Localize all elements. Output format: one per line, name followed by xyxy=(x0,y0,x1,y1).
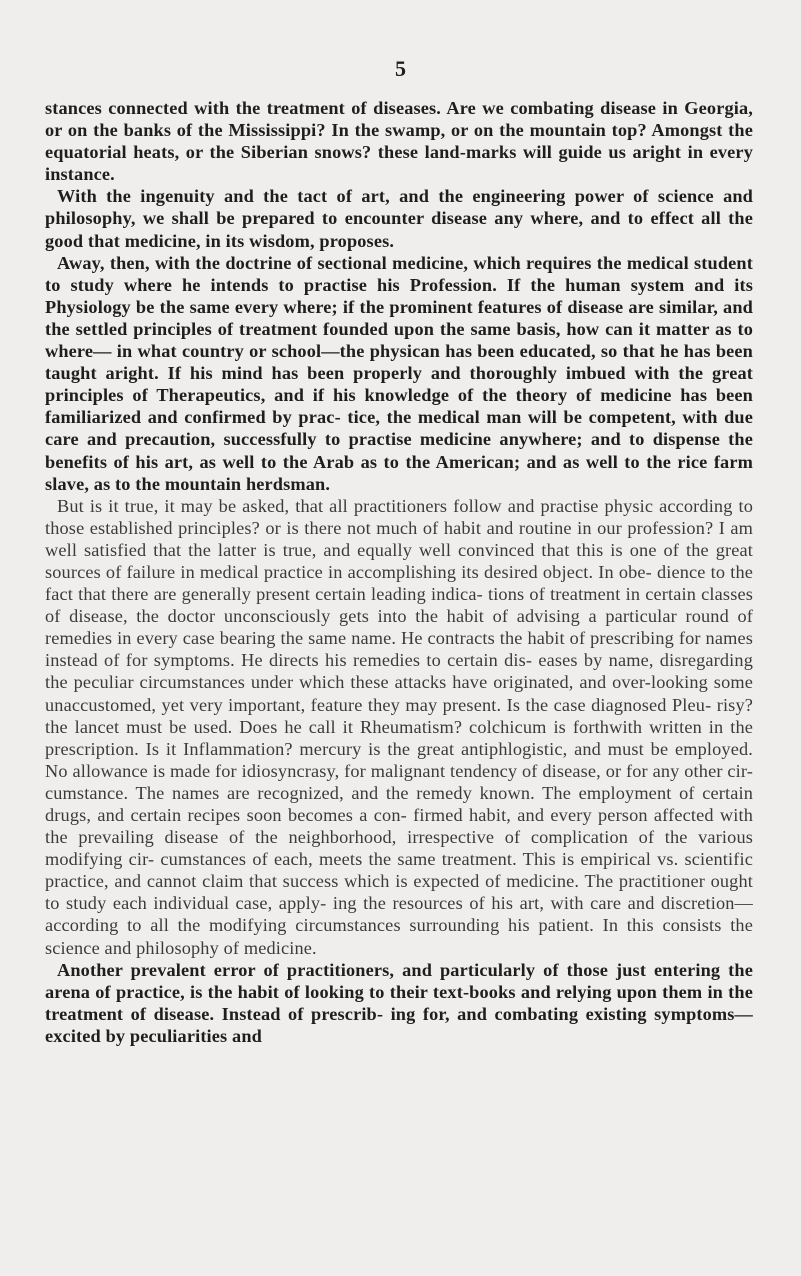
paragraph-2: With the ingenuity and the tact of art, and the engineering power of science and philosophy, we shall be prepared to encounter disease any where, and to effect all the good that medicine, in its wisdom, proposes. xyxy=(45,186,753,251)
paragraph-1: stances connected with the treatment of diseases. Are we combating disease in Georgia, or on the banks of the Mississippi? In the swamp, or on the mountain top? Amongst the equatorial heats, or the Siberian snows? these land-marks will guide us aright in every instance. xyxy=(45,98,753,185)
paragraph-5: Another prevalent error of practitioners, and particularly of those just entering the arena of practice, is the habit of looking to their text-books and relying upon them in the treatment of disease. Instead of prescrib- ing for, and combating existing symptoms—excited by peculiarities and xyxy=(45,959,753,1046)
body-text xyxy=(45,97,753,1047)
page-number: 5 xyxy=(395,56,406,81)
paragraph-3: Away, then, with the doctrine of sectional medicine, which requires the medical student to study where he intends to practise his Profession. If the human system and its Physiology be the same every where; if the prominent features of disease are similar, and the settled principles of treatment founded upon the same basis, how can it matter as to where— in what country or school—the physican has been educated, so that he has been taught aright. If his mind has been properly and thoroughly imbued with the great principles of Therapeutics, and if his knowledge of the theory of medicine has been familiarized and confirmed by prac- tice, the medical man will be competent, with due care and precaution, successfully to practise medicine anywhere; and to dispense the benefits of his art, as well to the Arab as to the American; and as well to the rice farm slave, as to the mountain herdsman. xyxy=(45,252,753,494)
paragraph-4: But is it true, it may be asked, that all practitioners follow and practise physic according to those established principles? or is there not much of habit and routine in our profession? I am well satisfied that the latter is true, and equally well convinced that this is one of the great sources of failure in medical practice in accomplishing its desired object. In obe- dience to the fact that there are generally present certain leading indica- tions of treatment in certain classes of disease, the doctor unconsciously gets into the habit of advising a particular round of remedies in every case bearing the same name. He contracts the habit of prescribing for names instead of for symptoms. He directs his remedies to certain dis- eases by name, disregarding the peculiar circumstances under which these attacks have originated, and over-looking some unaccustomed, yet very important, feature they may present. Is the case diagnosed Pleu- risy? the lancet must be used. Does he call it Rheumatism? colchicum is forthwith written in the prescription. Is it Inflammation? mercury is the great antiphlogistic, and must be employed. No allowance is made for idiosyncrasy, for malignant tendency of disease, or for any other cir- cumstance. The names are recognized, and the remedy known. The employment of certain drugs, and certain recipes soon becomes a con- firmed habit, and every person affected with the prevailing disease of the neighborhood, irrespective of complication of the various modifying cir- cumstances of each, meets the same treatment. This is empirical vs. scientific practice, and cannot claim that success which is expected of medicine. The practitioner ought to study each individual case, apply- ing the resources of his art, with care and discretion—according to all the modifying circumstances surrounding his patient. In this consists the science and philosophy of medicine. xyxy=(45,495,753,958)
